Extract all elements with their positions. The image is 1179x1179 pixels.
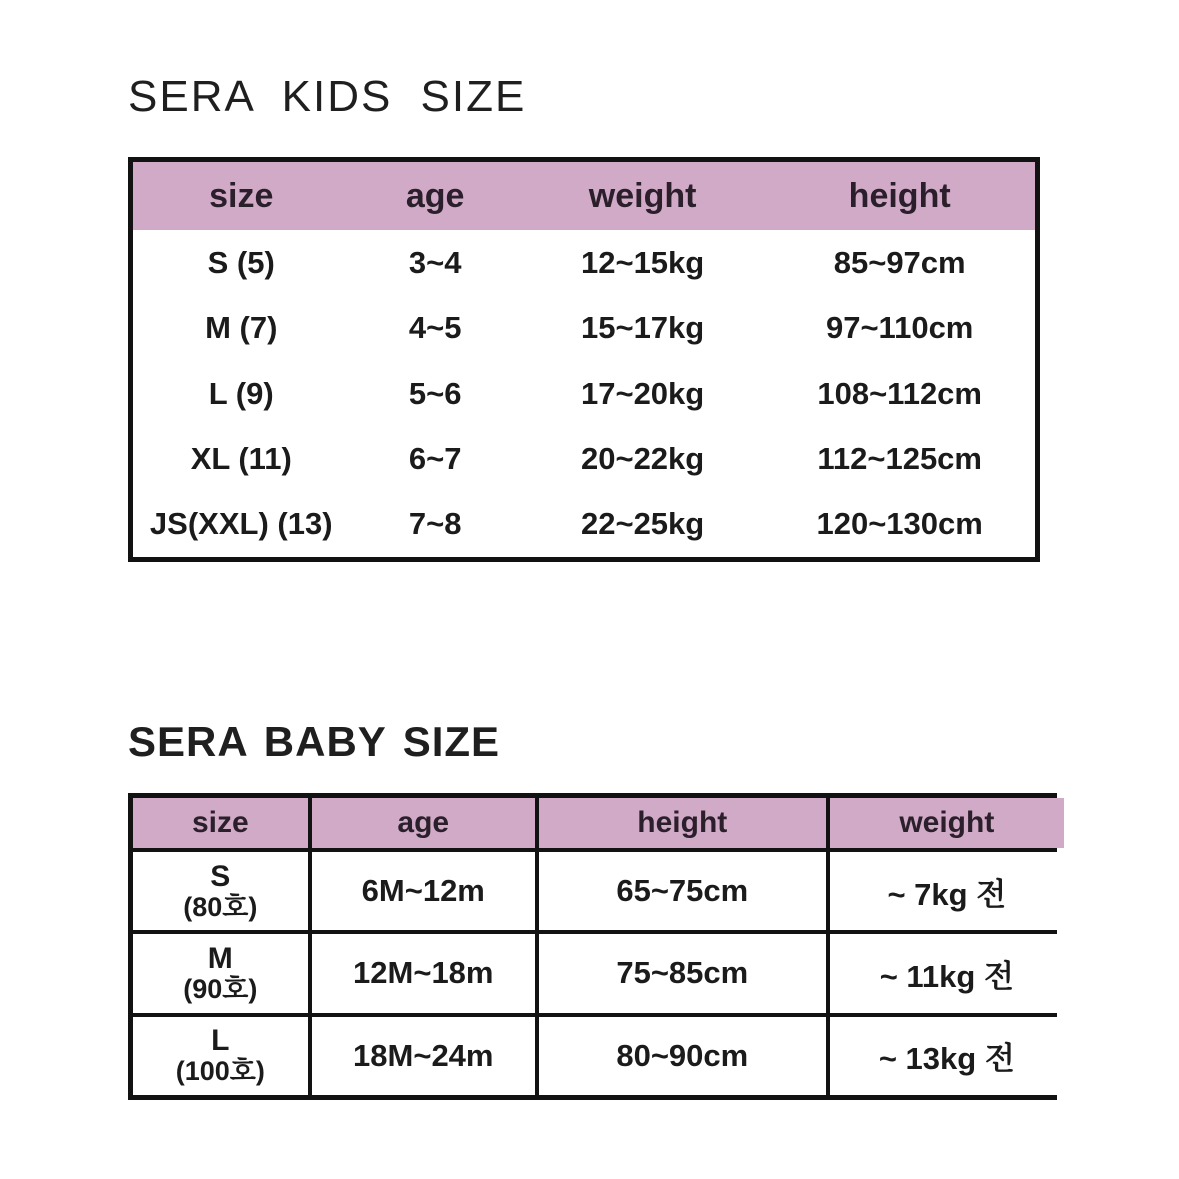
cell-size: [133, 852, 308, 930]
cell-weight: 20~22kg: [580, 440, 705, 476]
cell-height: 108~112cm: [817, 375, 982, 411]
cell-height: 85~97cm: [833, 244, 966, 280]
cell-size: XL (11): [190, 440, 292, 476]
baby-header-age: age: [312, 798, 535, 848]
baby-header-size: size: [133, 798, 308, 848]
baby-header-weight: weight: [830, 798, 1064, 848]
cell-age: 12M~18m: [312, 934, 535, 1012]
cell-weight: 22~25kg: [580, 506, 705, 542]
cell-height: 65~75cm: [539, 852, 826, 930]
cell-height: 80~90cm: [539, 1017, 826, 1095]
kids-size-title: SERA KIDS SIZE: [128, 72, 527, 121]
table-row: [133, 492, 1035, 557]
size-code: (100호): [175, 1056, 265, 1087]
cell-age: 3~4: [408, 244, 462, 280]
table-row: [133, 426, 1035, 491]
kids-header-weight: weight: [588, 176, 697, 215]
cell-weight: 12~15kg: [580, 244, 705, 280]
cell-size: L (9): [208, 375, 274, 411]
cell-age: 5~6: [408, 375, 462, 411]
cell-height: 75~85cm: [539, 934, 826, 1012]
size-code: (80호): [183, 891, 258, 922]
cell-size: [133, 1017, 308, 1095]
cell-height: 120~130cm: [816, 506, 983, 542]
size-code: (90호): [183, 973, 258, 1004]
size-letter: L: [211, 1024, 230, 1058]
cell-height: 112~125cm: [817, 440, 982, 476]
kids-table-header-row: [133, 162, 1035, 230]
cell-height: 97~110cm: [825, 310, 974, 346]
kids-header-size: size: [209, 176, 274, 215]
baby-size-table: [128, 793, 1057, 1100]
cell-age: 4~5: [408, 310, 462, 346]
cell-age: 18M~24m: [312, 1017, 535, 1095]
size-letter: M: [207, 941, 233, 975]
cell-size: JS(XXL) (13): [149, 506, 333, 542]
cell-age: 6~7: [408, 440, 462, 476]
table-row: [133, 295, 1035, 360]
cell-weight: ~ 11kg 전: [830, 934, 1064, 1012]
baby-size-title: SERA BABY SIZE: [128, 718, 501, 765]
table-row: [133, 230, 1035, 295]
kids-table-body: [133, 230, 1035, 557]
kids-header-height: height: [848, 176, 951, 215]
kids-header-age: age: [405, 176, 465, 215]
cell-age: 6M~12m: [312, 852, 535, 930]
kids-size-table: [128, 157, 1040, 562]
cell-weight: 15~17kg: [580, 310, 705, 346]
cell-weight: 17~20kg: [580, 375, 705, 411]
cell-weight: ~ 13kg 전: [830, 1017, 1064, 1095]
table-row: [133, 361, 1035, 426]
size-letter: S: [210, 859, 231, 893]
cell-size: [133, 934, 308, 1012]
cell-size: M (7): [205, 310, 278, 346]
cell-age: 7~8: [408, 506, 462, 542]
cell-weight: ~ 7kg 전: [830, 852, 1064, 930]
baby-header-height: height: [539, 798, 826, 848]
cell-size: S (5): [207, 244, 275, 280]
